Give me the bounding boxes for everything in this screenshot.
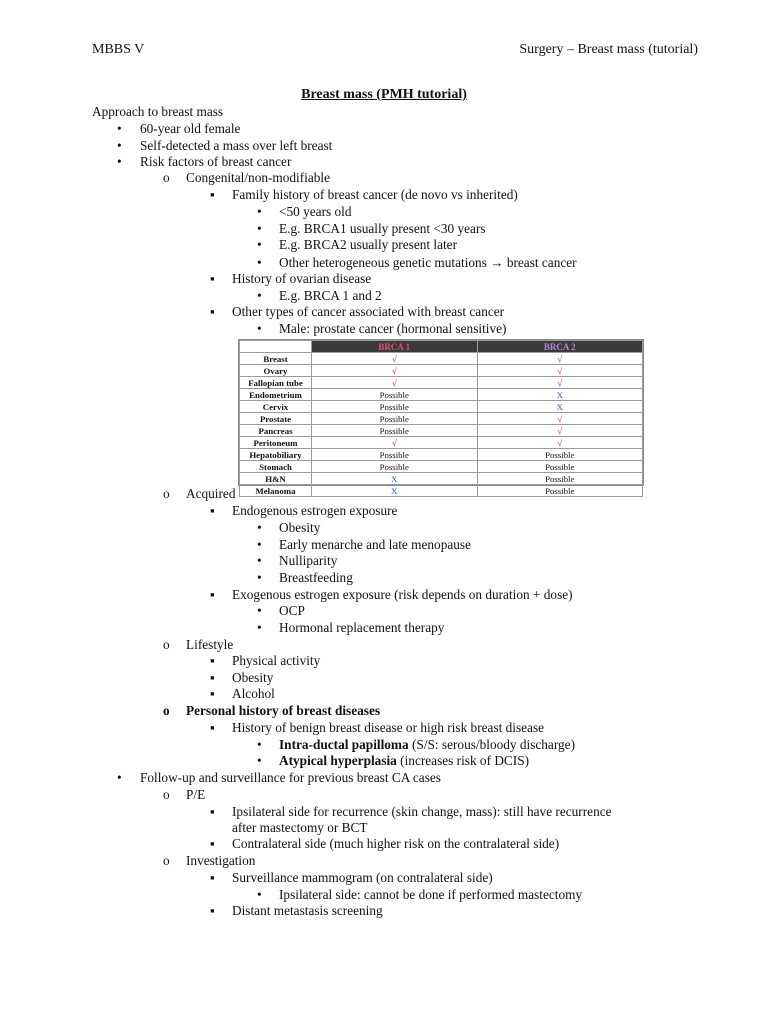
list-item-physical: Physical activity	[232, 653, 321, 668]
row-label: Hepatobiliary	[240, 449, 312, 461]
list-item-risk-factors: Risk factors of breast cancer	[140, 154, 292, 169]
table-row	[240, 353, 643, 365]
brca1-cell: Possible	[312, 401, 478, 413]
row-label: H&N	[240, 473, 312, 485]
brca2-cell: √	[477, 437, 643, 449]
bullet-marker: •	[117, 138, 122, 153]
list-item-ovarian: History of ovarian disease	[232, 271, 372, 286]
brca1-cell: √	[312, 365, 478, 377]
brca1-cell: Possible	[312, 389, 478, 401]
square-marker: ▪	[210, 271, 215, 286]
table-row	[240, 425, 643, 437]
row-label: Fallopian tube	[240, 377, 312, 389]
table-row	[240, 485, 643, 497]
brca1-cell: Possible	[312, 425, 478, 437]
bullet-marker: •	[257, 603, 262, 618]
bullet-marker: •	[117, 121, 122, 136]
row-label: Prostate	[240, 413, 312, 425]
brca2-cell: √	[477, 353, 643, 365]
list-item-obesity: Obesity	[279, 520, 321, 535]
list-item-family-history: Family history of breast cancer (de novo vs inherited)	[232, 187, 518, 202]
list-item-fh-age: <50 years old	[279, 204, 352, 219]
bullet-marker: •	[117, 770, 122, 785]
ah-detail: (increases risk of DCIS)	[396, 753, 530, 768]
list-item-fh-brca1: E.g. BRCA1 usually present <30 years	[279, 221, 486, 236]
bullet-marker: •	[257, 520, 262, 535]
bullet-marker: •	[257, 737, 262, 752]
ah-term: Atypical hyperplasia	[279, 753, 397, 768]
square-marker: ▪	[210, 720, 215, 735]
square-marker: ▪	[210, 870, 215, 885]
circle-marker: o	[163, 853, 170, 868]
bullet-marker: •	[257, 321, 262, 336]
list-item-followup: Follow-up and surveillance for previous breast CA cases	[140, 770, 441, 785]
brca2-cell: Possible	[477, 485, 643, 497]
header-left: MBBS V	[92, 42, 145, 57]
circle-marker: o	[163, 170, 170, 185]
list-item-distant: Distant metastasis screening	[232, 903, 383, 918]
bullet-marker: •	[257, 887, 262, 902]
brca2-header: BRCA 2	[477, 341, 643, 353]
bullet-marker: •	[257, 221, 262, 236]
list-item-nulliparity: Nulliparity	[279, 553, 338, 568]
brca2-cell: √	[477, 425, 643, 437]
list-item-other-types: Other types of cancer associated with breast cancer	[232, 304, 505, 319]
table-row	[240, 401, 643, 413]
circle-marker: o	[163, 486, 170, 501]
row-label: Endometrium	[240, 389, 312, 401]
brca2-cell: X	[477, 401, 643, 413]
list-item-ah	[279, 753, 529, 769]
brca2-cell: √	[477, 413, 643, 425]
brca1-header: BRCA 1	[312, 341, 478, 353]
list-item-benign: History of benign breast disease or high risk breast disease	[232, 720, 545, 735]
list-item-ovarian-eg: E.g. BRCA 1 and 2	[279, 288, 382, 303]
square-marker: ▪	[210, 903, 215, 918]
list-item-male: Male: prostate cancer (hormonal sensitive)	[279, 321, 507, 336]
row-label: Pancreas	[240, 425, 312, 437]
square-marker: ▪	[210, 804, 215, 819]
list-item-alcohol: Alcohol	[232, 686, 275, 701]
row-label: Cervix	[240, 401, 312, 413]
brca2-cell: X	[477, 389, 643, 401]
brca1-cell: X	[312, 473, 478, 485]
brca1-cell: √	[312, 377, 478, 389]
list-item-hrt: Hormonal replacement therapy	[279, 620, 445, 635]
brca2-cell: Possible	[477, 461, 643, 473]
square-marker: ▪	[210, 653, 215, 668]
list-item-mammogram: Surveillance mammogram (on contralateral side)	[232, 870, 493, 885]
circle-marker: o	[163, 703, 170, 718]
row-label: Breast	[240, 353, 312, 365]
row-label: Ovary	[240, 365, 312, 377]
intro-text: Approach to breast mass	[92, 104, 224, 119]
header-right: Surgery – Breast mass (tutorial)	[519, 42, 698, 57]
list-item-exogenous: Exogenous estrogen exposure (risk depends on duration + dose)	[232, 587, 573, 602]
square-marker: ▪	[210, 836, 215, 851]
bullet-marker: •	[257, 570, 262, 585]
table-row	[240, 437, 643, 449]
list-item-pe: P/E	[186, 787, 206, 802]
list-item-ipsilateral-cont: after mastectomy or BCT	[232, 820, 368, 835]
idp-term: Intra-ductal papilloma	[279, 737, 409, 752]
square-marker: ▪	[210, 503, 215, 518]
bullet-marker: •	[257, 537, 262, 552]
bullet-marker: •	[257, 553, 262, 568]
table-row	[240, 389, 643, 401]
brca-table	[238, 339, 644, 496]
square-marker: ▪	[210, 670, 215, 685]
square-marker: ▪	[210, 587, 215, 602]
circle-marker: o	[163, 637, 170, 652]
idp-detail: (S/S: serous/bloody discharge)	[408, 737, 575, 752]
brca1-cell: Possible	[312, 413, 478, 425]
table-row	[240, 413, 643, 425]
bullet-marker: •	[257, 288, 262, 303]
bullet-marker: •	[117, 154, 122, 169]
circle-marker: o	[163, 787, 170, 802]
row-label: Melanoma	[240, 485, 312, 497]
table-row	[240, 365, 643, 377]
brca1-cell: Possible	[312, 461, 478, 473]
list-item-menarche: Early menarche and late menopause	[279, 537, 471, 552]
list-item-fh-other: Other heterogeneous genetic mutations → breast cancer	[279, 255, 577, 270]
brca2-cell: √	[477, 377, 643, 389]
table-row	[240, 461, 643, 473]
list-item-lifestyle: Lifestyle	[186, 637, 234, 652]
row-label: Peritoneum	[240, 437, 312, 449]
table-row	[240, 473, 643, 485]
list-item-fh-brca2: E.g. BRCA2 usually present later	[279, 237, 458, 252]
brca1-cell: √	[312, 353, 478, 365]
list-item-contralateral: Contralateral side (much higher risk on the contralateral side)	[232, 836, 560, 851]
brca1-cell: Possible	[312, 449, 478, 461]
list-item-presentation: Self-detected a mass over left breast	[140, 138, 333, 153]
row-label: Stomach	[240, 461, 312, 473]
table-row	[240, 449, 643, 461]
page-title: Breast mass (PMH tutorial)	[301, 87, 467, 102]
list-item-ocp: OCP	[279, 603, 305, 618]
brca1-cell: X	[312, 485, 478, 497]
list-item-congenital: Congenital/non-modifiable	[186, 170, 331, 185]
brca2-cell: √	[477, 365, 643, 377]
list-item-breastfeeding: Breastfeeding	[279, 570, 353, 585]
list-item-acquired: Acquired	[186, 486, 236, 501]
square-marker: ▪	[210, 304, 215, 319]
list-item-age: 60-year old female	[140, 121, 241, 136]
bullet-marker: •	[257, 255, 262, 270]
bullet-marker: •	[257, 620, 262, 635]
list-item-idp	[279, 737, 575, 753]
bullet-marker: •	[257, 204, 262, 219]
list-item-ipsi-mastectomy: Ipsilateral side: cannot be done if performed mastectomy	[279, 887, 583, 902]
list-item-obesity-lifestyle: Obesity	[232, 670, 274, 685]
brca-corner-cell	[240, 341, 312, 353]
brca2-cell: Possible	[477, 473, 643, 485]
bullet-marker: •	[257, 237, 262, 252]
list-item-personal-history: Personal history of breast diseases	[186, 703, 381, 718]
brca-header-row	[240, 341, 643, 353]
list-item-investigation: Investigation	[186, 853, 256, 868]
brca1-cell: √	[312, 437, 478, 449]
table-row	[240, 377, 643, 389]
list-item-ipsilateral: Ipsilateral side for recurrence (skin change, mass): still have recurrence	[232, 804, 612, 819]
brca2-cell: Possible	[477, 449, 643, 461]
bullet-marker: •	[257, 753, 262, 768]
square-marker: ▪	[210, 686, 215, 701]
square-marker: ▪	[210, 187, 215, 202]
list-item-endogenous: Endogenous estrogen exposure	[232, 503, 398, 518]
